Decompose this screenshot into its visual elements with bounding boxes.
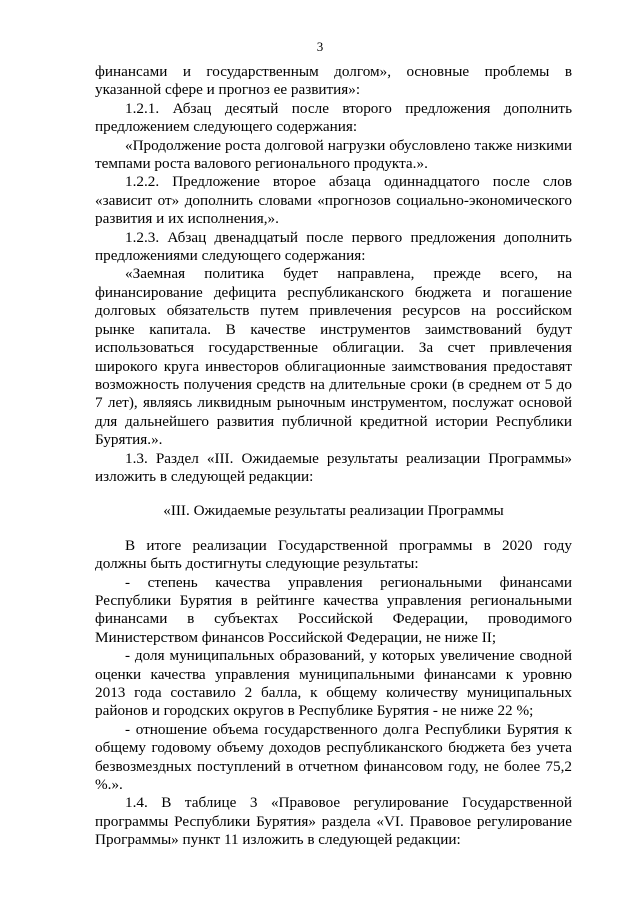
list-item: - доля муниципальных образований, у которых увеличение сводной оценки качества управления муниципальными финансами к уровню 2013 года составило 2 балла, к общему количеству муниципальных районов и городских округов в Республике Бурятия - не ниже 22 %; bbox=[95, 647, 572, 720]
paragraph: 1.2.1. Абзац десятый после второго предложения дополнить предложением следующего содержания: bbox=[95, 99, 572, 136]
list-item: - отношение объема государственного долга Республики Бурятия к общему годовому объему доходов республиканского бюджета без учета безвозмездных поступлений в отчетном финансовом году, не более 75,2 %.». bbox=[95, 720, 572, 794]
paragraph: финансами и государственным долгом», основные проблемы в указанной сфере и прогноз ее развития»: bbox=[95, 63, 572, 99]
paragraph: 1.2.3. Абзац двенадцатый после первого предложения дополнить предложениями следующего содержания: bbox=[95, 228, 572, 265]
document-body bbox=[95, 63, 572, 850]
paragraph: «Продолжение роста долговой нагрузки обусловлено также низкими темпами роста валового регионального продукта.». bbox=[95, 136, 572, 173]
section-heading: «III. Ожидаемые результаты реализации Программы bbox=[163, 502, 504, 520]
paragraph: «Заемная политика будет направлена, прежде всего, на финансирование дефицита республиканского бюджета и погашение долговых обязательств путем привлечения ресурсов на российском рынке капитала. В качестве инструментов заимствований будут использоваться государственные облигации. За счет привлечения широкого круга инвесторов облигационные заимствования предоставят возможность получения средств на длительные сроки (в среднем от 5 до 7 лет), являясь ликвидным рыночным инструментом, послужат основой для дальнейшего развития публичной кредитной истории Республики Бурятия.». bbox=[95, 265, 572, 449]
paragraph: 1.2.2. Предложение второе абзаца одиннадцатого после слов «зависит от» дополнить словами «прогнозов социально-экономического развития и их исполнения,». bbox=[95, 173, 572, 228]
paragraph: 1.4. В таблице 3 «Правовое регулирование Государственной программы Республики Бурятия» раздела «VI. Правовое регулирование Программы» пункт 11 изложить в следующей редакции: bbox=[95, 794, 572, 849]
page-number: 3 bbox=[316, 39, 324, 54]
paragraph: 1.3. Раздел «III. Ожидаемые результаты реализации Программы» изложить в следующей редакции: bbox=[95, 449, 572, 485]
list-item: - степень качества управления региональными финансами Республики Бурятия в рейтинге качества управления региональными финансами в субъектах Российской Федерации, проводимого Министерством финансов Российской Федерации, не ниже II; bbox=[95, 573, 572, 646]
paragraph: В итоге реализации Государственной программы в 2020 году должны быть достигнуты следующие результаты: bbox=[95, 536, 572, 573]
